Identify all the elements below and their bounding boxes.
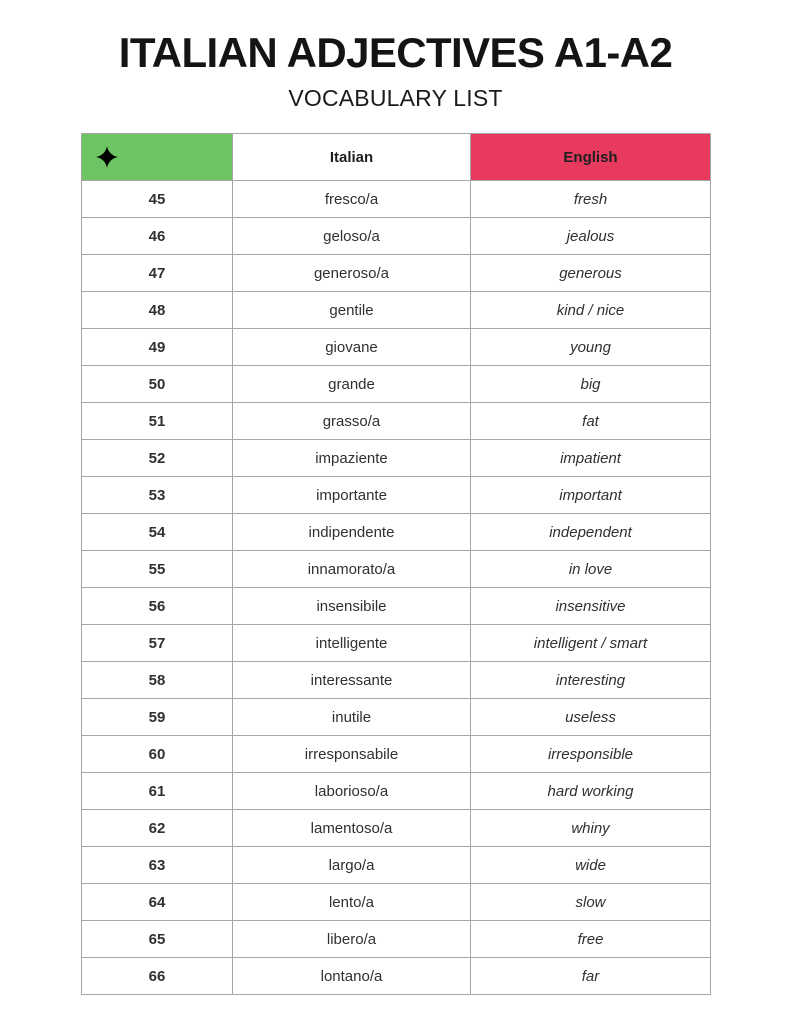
cell-number: 56 bbox=[82, 588, 233, 625]
table-row bbox=[82, 366, 711, 403]
cell-english: important bbox=[471, 477, 711, 514]
table-row bbox=[82, 329, 711, 366]
cell-english: independent bbox=[471, 514, 711, 551]
table-row bbox=[82, 292, 711, 329]
cell-italian: laborioso/a bbox=[233, 773, 471, 810]
cell-italian: impaziente bbox=[233, 440, 471, 477]
cell-italian: lontano/a bbox=[233, 958, 471, 995]
cell-number: 49 bbox=[82, 329, 233, 366]
cell-number: 52 bbox=[82, 440, 233, 477]
cell-number: 60 bbox=[82, 736, 233, 773]
cell-italian: generoso/a bbox=[233, 255, 471, 292]
cell-english: big bbox=[471, 366, 711, 403]
cell-number: 57 bbox=[82, 625, 233, 662]
cell-english: interesting bbox=[471, 662, 711, 699]
table-header bbox=[82, 134, 711, 181]
table-row bbox=[82, 588, 711, 625]
cell-italian: largo/a bbox=[233, 847, 471, 884]
table-row bbox=[82, 514, 711, 551]
vocabulary-table bbox=[81, 133, 711, 995]
cell-italian: libero/a bbox=[233, 921, 471, 958]
table-row bbox=[82, 181, 711, 218]
cell-number: 59 bbox=[82, 699, 233, 736]
cell-italian: insensibile bbox=[233, 588, 471, 625]
table-row bbox=[82, 699, 711, 736]
cell-italian: geloso/a bbox=[233, 218, 471, 255]
cell-english: impatient bbox=[471, 440, 711, 477]
cell-number: 61 bbox=[82, 773, 233, 810]
table-row bbox=[82, 403, 711, 440]
column-header-english: English bbox=[471, 134, 711, 181]
cell-english: slow bbox=[471, 884, 711, 921]
cell-english: generous bbox=[471, 255, 711, 292]
cell-english: free bbox=[471, 921, 711, 958]
sparkle-star-icon bbox=[96, 146, 118, 168]
column-header-number bbox=[82, 134, 233, 181]
cell-number: 63 bbox=[82, 847, 233, 884]
cell-italian: lento/a bbox=[233, 884, 471, 921]
cell-number: 50 bbox=[82, 366, 233, 403]
table-row bbox=[82, 847, 711, 884]
cell-italian: inutile bbox=[233, 699, 471, 736]
cell-english: hard working bbox=[471, 773, 711, 810]
cell-number: 47 bbox=[82, 255, 233, 292]
cell-italian: innamorato/a bbox=[233, 551, 471, 588]
cell-italian: grasso/a bbox=[233, 403, 471, 440]
table-row bbox=[82, 662, 711, 699]
cell-english: fat bbox=[471, 403, 711, 440]
cell-italian: importante bbox=[233, 477, 471, 514]
cell-italian: fresco/a bbox=[233, 181, 471, 218]
table-row bbox=[82, 440, 711, 477]
table-row bbox=[82, 810, 711, 847]
cell-english: insensitive bbox=[471, 588, 711, 625]
cell-italian: intelligente bbox=[233, 625, 471, 662]
cell-italian: giovane bbox=[233, 329, 471, 366]
cell-english: fresh bbox=[471, 181, 711, 218]
cell-italian: grande bbox=[233, 366, 471, 403]
cell-english: wide bbox=[471, 847, 711, 884]
table-row bbox=[82, 255, 711, 292]
cell-number: 55 bbox=[82, 551, 233, 588]
cell-english: useless bbox=[471, 699, 711, 736]
page-title: ITALIAN ADJECTIVES A1-A2 bbox=[118, 29, 673, 76]
cell-english: intelligent / smart bbox=[471, 625, 711, 662]
cell-italian: indipendente bbox=[233, 514, 471, 551]
cell-italian: interessante bbox=[233, 662, 471, 699]
cell-italian: lamentoso/a bbox=[233, 810, 471, 847]
cell-number: 45 bbox=[82, 181, 233, 218]
cell-english: in love bbox=[471, 551, 711, 588]
cell-english: young bbox=[471, 329, 711, 366]
cell-english: jealous bbox=[471, 218, 711, 255]
table-row bbox=[82, 625, 711, 662]
cell-italian: irresponsabile bbox=[233, 736, 471, 773]
cell-number: 51 bbox=[82, 403, 233, 440]
cell-number: 48 bbox=[82, 292, 233, 329]
cell-english: kind / nice bbox=[471, 292, 711, 329]
cell-number: 46 bbox=[82, 218, 233, 255]
cell-number: 53 bbox=[82, 477, 233, 514]
cell-number: 66 bbox=[82, 958, 233, 995]
cell-number: 58 bbox=[82, 662, 233, 699]
cell-english: far bbox=[471, 958, 711, 995]
table-row bbox=[82, 218, 711, 255]
cell-english: whiny bbox=[471, 810, 711, 847]
page-subtitle: VOCABULARY LIST bbox=[288, 85, 503, 112]
cell-number: 64 bbox=[82, 884, 233, 921]
cell-italian: gentile bbox=[233, 292, 471, 329]
table-header-row bbox=[82, 134, 711, 181]
table-row bbox=[82, 736, 711, 773]
table-row bbox=[82, 921, 711, 958]
table-row bbox=[82, 551, 711, 588]
table-body bbox=[82, 181, 711, 995]
column-header-italian: Italian bbox=[233, 134, 471, 181]
table-row bbox=[82, 958, 711, 995]
vocabulary-table-container bbox=[81, 133, 710, 995]
cell-number: 54 bbox=[82, 514, 233, 551]
table-row bbox=[82, 477, 711, 514]
cell-number: 62 bbox=[82, 810, 233, 847]
cell-number: 65 bbox=[82, 921, 233, 958]
table-row bbox=[82, 884, 711, 921]
cell-english: irresponsible bbox=[471, 736, 711, 773]
table-row bbox=[82, 773, 711, 810]
